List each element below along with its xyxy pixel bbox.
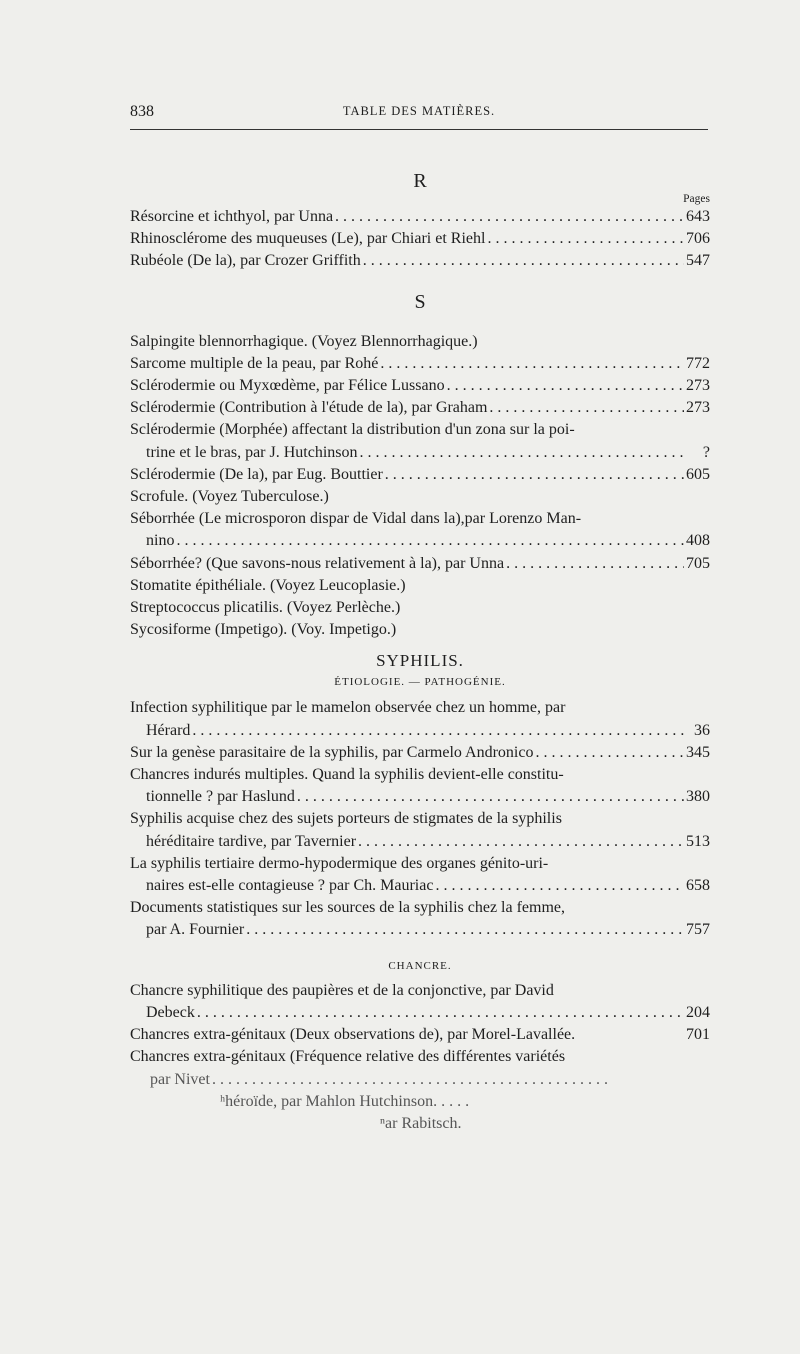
entry-text: Sclérodermie (De la), par Eug. Bouttier: [130, 465, 383, 483]
entry-page: 408: [686, 532, 710, 550]
index-entry-fragment: ⁿar Rabitsch.: [380, 1114, 462, 1132]
index-entry-line: Sclérodermie (Morphée) affectant la distribution d'un zona sur la poi-: [130, 421, 575, 439]
entry-page: 605: [686, 465, 710, 483]
section-letter-s: S: [414, 290, 426, 313]
leader-dots: [489, 397, 684, 419]
leader-dots: [192, 720, 686, 742]
index-body: [130, 170, 710, 1135]
index-entry-continuation: [130, 831, 710, 853]
leader-dots: [358, 831, 684, 853]
entry-page: 273: [686, 377, 710, 395]
index-entry-continuation: [130, 875, 710, 897]
pages-column-label: Pages: [683, 193, 710, 205]
index-entry: [130, 206, 710, 228]
entry-page: 204: [686, 1003, 710, 1021]
index-entry-continuation: [130, 1069, 610, 1091]
index-entry-line: La syphilis tertiaire dermo-hypodermique des organes génito-uri-: [130, 854, 549, 872]
leader-dots: . . . . .: [433, 1092, 470, 1110]
entry-page: 547: [686, 252, 710, 270]
entry-page: 706: [686, 230, 710, 248]
index-entry-line: Chancre syphilitique des paupières et de la conjonctive, par David: [130, 981, 554, 999]
entry-text: Sur la genèse parasitaire de la syphilis, par Carmelo Andronico: [130, 743, 534, 761]
leader-dots: [297, 786, 684, 808]
page-number: 838: [130, 103, 154, 120]
entry-page: 36: [694, 721, 710, 739]
index-entry: [130, 464, 710, 486]
index-entry: [130, 353, 710, 375]
section-title-chancre: CHANCRE.: [388, 959, 452, 972]
entry-text: Sarcome multiple de la peau, par Rohé: [130, 354, 379, 372]
leader-dots: [360, 442, 687, 464]
index-entry: Sycosiforme (Impetigo). (Voy. Impetigo.): [130, 621, 397, 639]
index-entry: Streptococcus plicatilis. (Voyez Perlèche.): [130, 599, 401, 617]
index-entry-continuation: [130, 720, 710, 742]
leader-dots: [506, 553, 684, 575]
index-entry-line: Chancres indurés multiples. Quand la syphilis devient-elle constitu-: [130, 766, 564, 784]
index-entry: Salpingite blennorrhagique. (Voyez Blennorrhagique.): [130, 332, 478, 350]
leader-dots: [447, 375, 684, 397]
entry-text: Hérard: [146, 721, 191, 739]
leader-dots: [380, 353, 684, 375]
index-entry: [130, 397, 710, 419]
entry-text: Rubéole (De la), par Crozer Griffith: [130, 252, 361, 270]
leader-dots: [197, 1002, 684, 1024]
index-entry: [130, 375, 710, 397]
entry-text: Séborrhée? (Que savons-nous relativement à la), par Unna: [130, 554, 505, 572]
section-subtitle: ÉTIOLOGIE. — PATHOGÉNIE.: [334, 676, 506, 689]
entry-page: 345: [686, 743, 710, 761]
index-entry-line: Documents statistiques sur les sources de la syphilis chez la femme,: [130, 899, 566, 917]
entry-page: 513: [686, 832, 710, 850]
entry-page: 643: [686, 208, 710, 225]
entry-text: Sclérodermie ou Myxœdème, par Félice Lussano: [130, 377, 445, 395]
entry-page: 701: [686, 1026, 710, 1044]
entry-page: 705: [686, 554, 710, 572]
leader-dots: [212, 1069, 608, 1091]
entry-text: Debeck: [146, 1003, 195, 1021]
leader-dots: [363, 250, 684, 272]
index-entry: [130, 742, 710, 764]
index-entry-fragment: [130, 1091, 710, 1113]
entry-page: 658: [686, 877, 710, 895]
index-entry-continuation: [130, 442, 710, 464]
index-entry-continuation: [130, 530, 710, 552]
section-title-syphilis: SYPHILIS.: [376, 651, 464, 671]
leader-dots: [435, 875, 684, 897]
index-entry: [130, 250, 710, 272]
running-header: [130, 103, 708, 125]
leader-dots: [335, 206, 684, 228]
entry-text: Résorcine et ichthyol, par Unna: [130, 208, 334, 225]
entry-page: 380: [686, 788, 710, 806]
section-letter-r: R: [413, 170, 427, 192]
entry-text: Rhinosclérome des muqueuses (Le), par Chiari et Riehl: [130, 230, 486, 248]
index-entry-continuation: [130, 786, 710, 808]
entry-text: héréditaire tardive, par Tavernier: [146, 832, 357, 850]
running-title: TABLE DES MATIÈRES.: [342, 104, 496, 118]
index-entry: [130, 228, 710, 250]
index-entry-line: Séborrhée (Le microsporon dispar de Vidal dans la),par Lorenzo Man-: [130, 510, 582, 528]
entry-text: ʰhéroïde, par Mahlon Hutchinson: [220, 1092, 434, 1110]
leader-dots: [246, 919, 684, 941]
entry-text: Sclérodermie (Contribution à l'étude de la), par Graham: [130, 399, 488, 417]
entry-page: 757: [686, 921, 710, 939]
index-entry: [130, 553, 710, 575]
entry-page: 772: [686, 354, 710, 372]
index-entry-line: Chancres extra-génitaux (Fréquence relative des différentes variétés: [130, 1048, 566, 1066]
leader-dots: [487, 228, 684, 250]
index-entry-continuation: [130, 919, 710, 941]
header-rule: [130, 129, 708, 130]
index-entry-continuation: [130, 1002, 710, 1024]
entry-text: par Nivet: [150, 1070, 210, 1088]
entry-page: ?: [702, 443, 710, 461]
leader-dots: [535, 742, 684, 764]
entry-page: 273: [686, 399, 710, 417]
index-entry: [130, 1024, 710, 1046]
entry-text: tionnelle ? par Haslund: [146, 788, 295, 806]
leader-dots: [176, 530, 684, 552]
index-entry-line: Infection syphilitique par le mamelon observée chez un homme, par: [130, 699, 566, 717]
entry-text: nino: [146, 532, 175, 550]
entry-text: trine et le bras, par J. Hutchinson: [146, 443, 358, 461]
index-entry: Scrofule. (Voyez Tuberculose.): [130, 488, 329, 506]
entry-text: par A. Fournier: [146, 921, 245, 939]
entry-text: naires est-elle contagieuse ? par Ch. Mauriac: [146, 877, 434, 895]
entry-text: Chancres extra-génitaux (Deux observations de), par Morel-Lavallée.: [130, 1026, 576, 1044]
leader-dots: [385, 464, 684, 486]
index-entry-line: Syphilis acquise chez des sujets porteurs de stigmates de la syphilis: [130, 810, 562, 828]
index-entry: Stomatite épithéliale. (Voyez Leucoplasie.): [130, 576, 406, 594]
